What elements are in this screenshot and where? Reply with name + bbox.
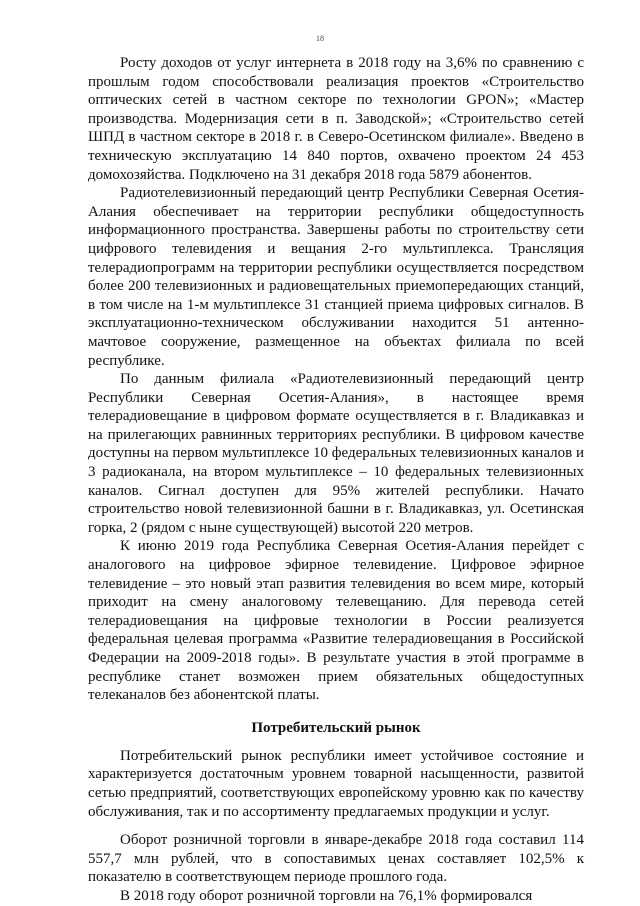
paragraph-broadcast-center: Радиотелевизионный передающий центр Республики Северная Осетия-Алания обеспечивает на территории республики общедоступность информационного пространства. Завершены работы по строительству сети цифрового телевидения и вещания 2-го мультиплекса. Трансляция телерадиопрограмм на территории республики осуществляется посредством более 200 телевизионных и радиовещательных приемопередающих станций, в том числе на 1-м мультиплексе 31 станцией приема цифровых сигналов. В эксплуатационно-техническом обслуживании находится 51 антенно-мачтовое сооружение, размещенное на объектах филиала по всей республике. [88,185,584,369]
paragraph-consumer-market: Потребительский рынок республики имеет устойчивое состояние и характеризуется достаточным уровнем товарной насыщенности, развитой сетью предприятий, соответствующих европейскому уровню как по качеству обслуживания, так и по ассортименту предлагаемых продукции и услуг. [88,747,584,820]
paragraph-retail-turnover: Оборот розничной торговли в январе-декабре 2018 года составил 114 557,7 млн рублей, что в сопоставимых ценах составляет 102,5% к показателю в соответствующем периоде прошлого года. [88,832,584,886]
paragraph-digital-transition: К июню 2019 года Республика Северная Осетия-Алания перейдет с аналогового на цифровое эфирное телевидение. Цифровое эфирное телевидение – это новый этап развития телевидения во всем мире, который приходит на смену аналоговому телевещанию. Для перевода сетей телерадиовещания на цифровые технологии в России реализуется федеральная целевая программа «Развитие телерадиовещания в Российской Федерации на 2009-2018 годы». В результате участия в этой программе в республике станет возможен прием обязательных общедоступных телеканалов без абонентской платы. [88,538,584,704]
page-body [88,54,584,906]
paragraph-retail-share: В 2018 году оборот розничной торговли на 76,1% формировался [120,887,533,904]
paragraph-digital-broadcasting: По данным филиала «Радиотелевизионный передающий центр Республики Северная Осетия-Алания», в настоящее время телерадиовещание в цифровом формате осуществляется в г. Владикавказ и на прилегающих равнинных территориях республики. В цифровом качестве доступны на первом мультиплексе 10 федеральных телевизионных каналов и 3 радиоканала, на втором мультиплексе – 10 федеральных телевизионных каналов. Сигнал доступен для 95% жителей республики. Начато строительство новой телевизионной башни в г. Владикавказ, ул. Осетинская горка, 2 (рядом с ныне существующей) высотой 220 метров. [88,371,584,536]
paragraph-gap [88,821,584,831]
paragraph-internet-revenue: Росту доходов от услуг интернета в 2018 году на 3,6% по сравнению с прошлым годом способствовали реализация проектов «Строительство оптических сетей в частном секторе по технологии GPON»; «Мастер производства. Модернизация сети в п. Заводской»; «Строительство сетей ШПД в частном секторе в 2018 г. в Северо-Осетинском филиале». Введено в техническую эксплуатацию 14 840 портов, охвачено проектом 24 453 домохозяйства. Подключено на 31 декабря 2018 года 5879 абонентов. [88,55,584,183]
section-heading: Потребительский рынок [251,719,421,736]
page-number: 18 [316,34,324,43]
